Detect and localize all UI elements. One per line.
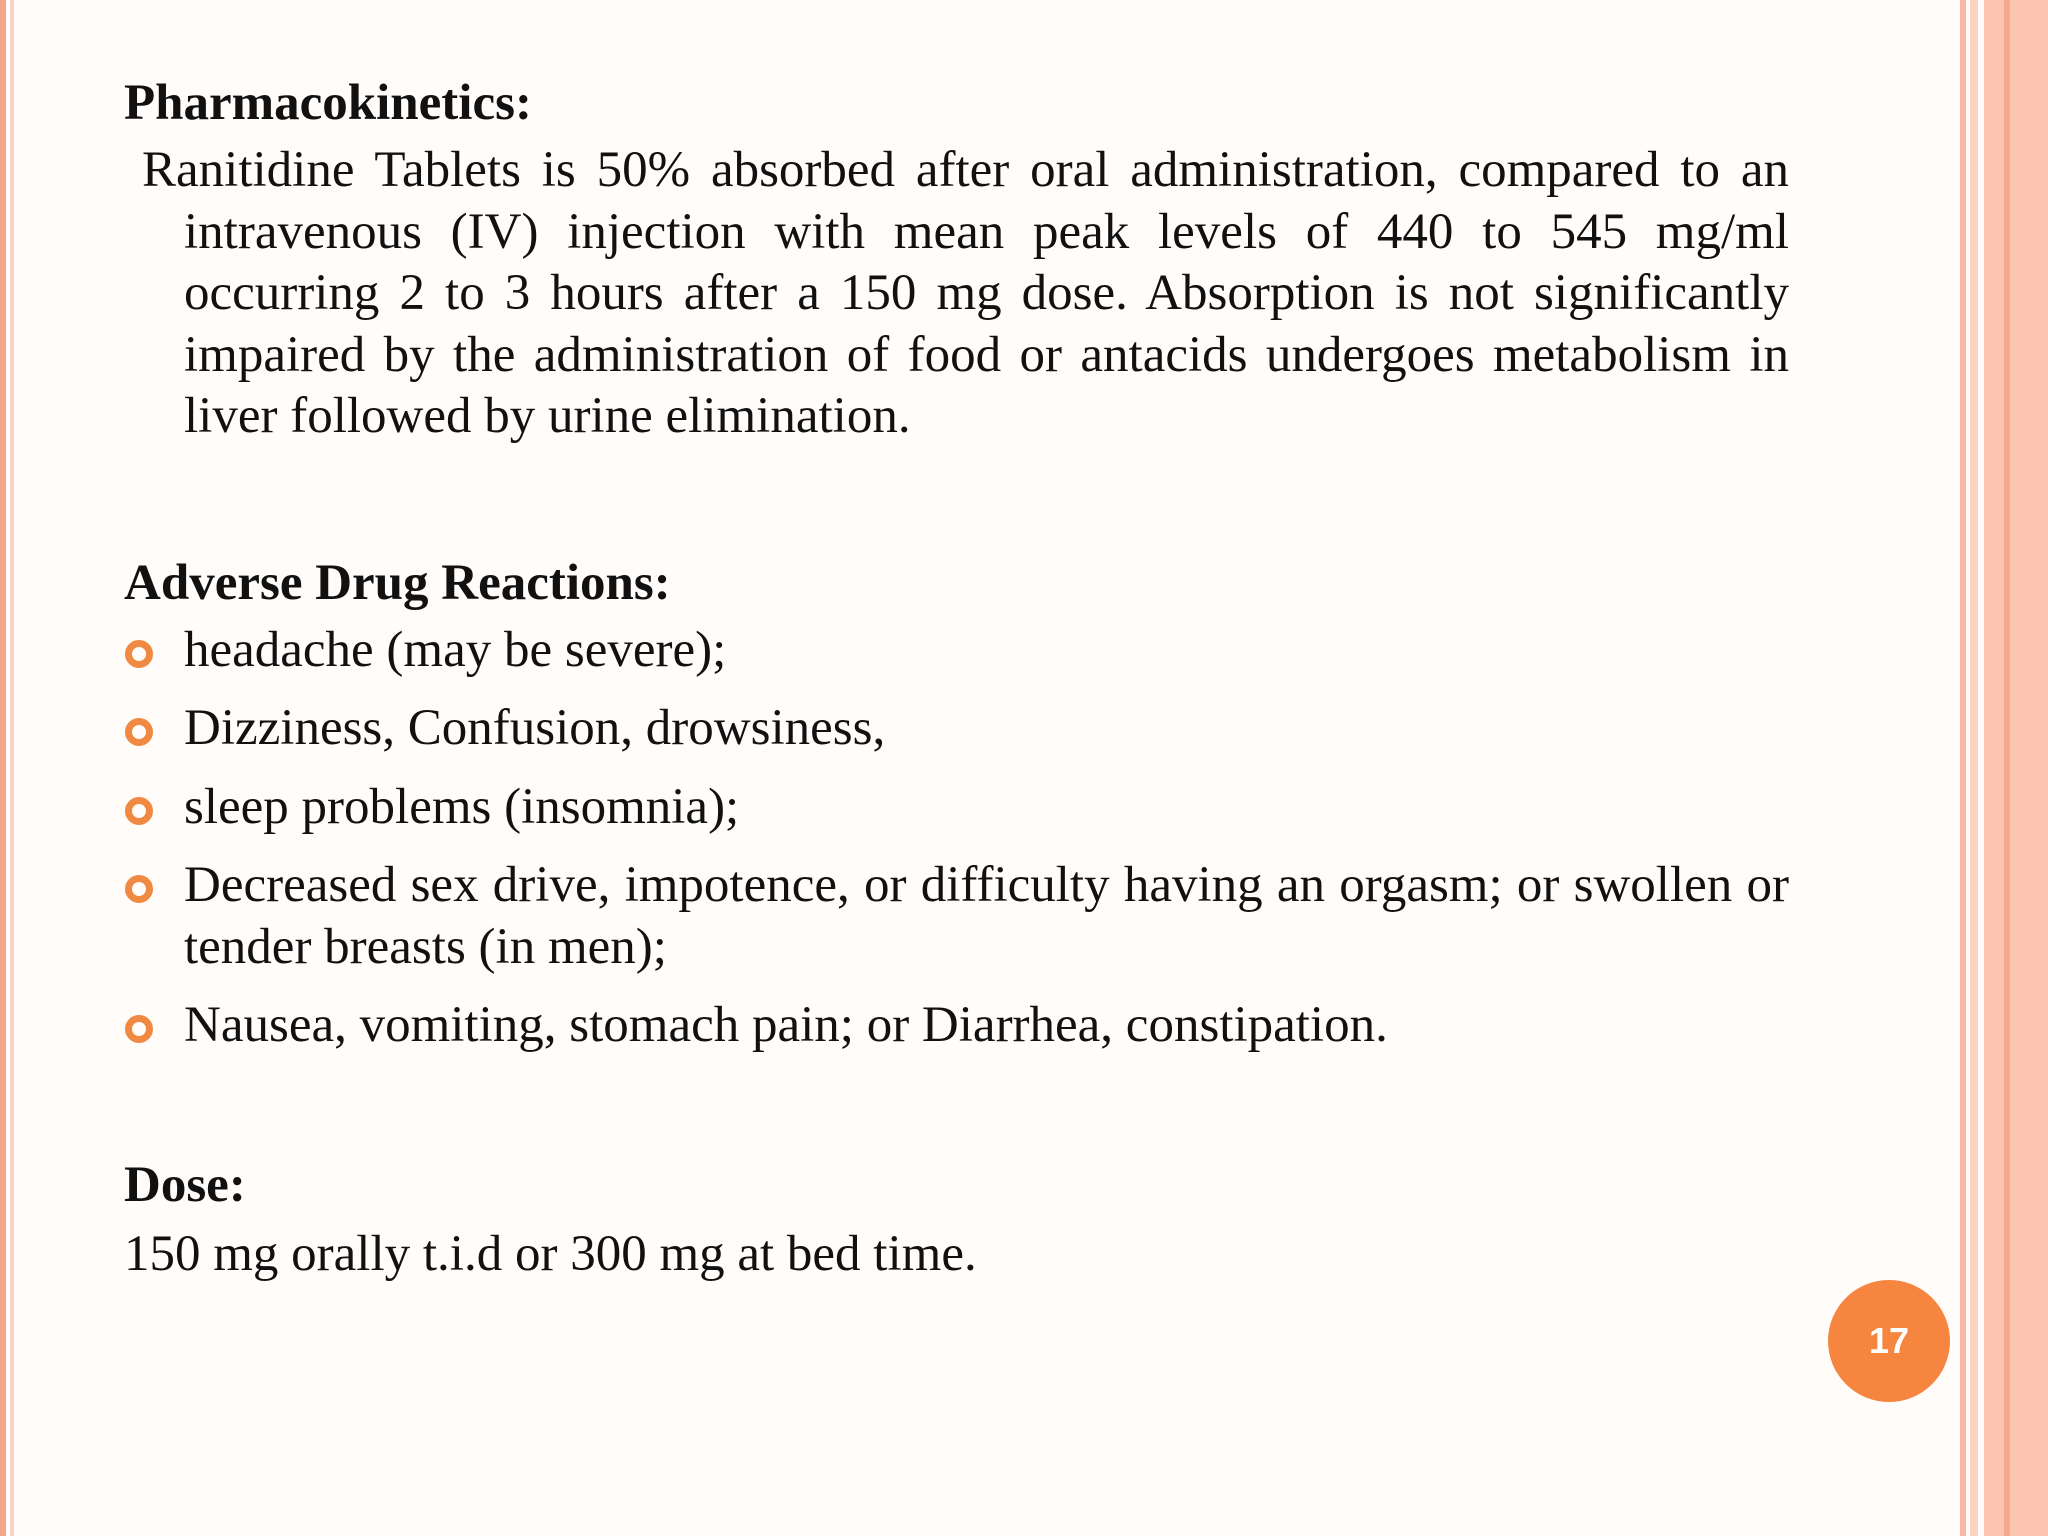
list-item xyxy=(124,777,1789,839)
list-item-text: Dizziness, Confusion, drowsiness, xyxy=(184,700,886,756)
list-item xyxy=(124,855,1789,978)
pharmacokinetics-heading: Pharmacokinetics: xyxy=(124,75,532,131)
page-number-badge: 17 xyxy=(1828,1280,1950,1402)
dose-heading: Dose: xyxy=(124,1156,246,1213)
left-border-stripe-inner xyxy=(10,0,14,1536)
dose-text: 150 mg orally t.i.d or 300 mg at bed time. xyxy=(124,1225,977,1282)
right-border-band-line xyxy=(2004,0,2010,1536)
list-item-text: Decreased sex drive, impotence, or difficulty having an orgasm; or swollen or tender breasts (in men); xyxy=(184,857,1789,975)
right-border-stripe-2 xyxy=(1970,0,1978,1536)
bullet-circle-icon xyxy=(125,875,153,903)
pharmacokinetics-text: Ranitidine Tablets is 50% absorbed after oral administration, compared to an intravenous (IV) injection with mean peak levels of 440 to 545 mg/ml occurring 2 to 3 hours after a 150 mg dose. Absorption is not significantly impaired by the administration of food or antacids undergoes metabolism in liver followed by urine elimination. xyxy=(142,142,1789,444)
bullet-circle-icon xyxy=(125,1015,153,1043)
list-item xyxy=(124,698,1789,760)
bullet-circle-icon xyxy=(125,640,153,668)
slide-content xyxy=(124,72,1789,1285)
adverse-reactions-list xyxy=(124,620,1789,1057)
bullet-circle-icon xyxy=(125,797,153,825)
list-item xyxy=(124,995,1789,1057)
bullet-circle-icon xyxy=(125,718,153,746)
list-item-text: sleep problems (insomnia); xyxy=(184,778,740,835)
adverse-reactions-heading: Adverse Drug Reactions: xyxy=(124,554,671,611)
right-border-stripe xyxy=(1960,0,1966,1536)
right-border-band xyxy=(1984,0,2048,1536)
list-item xyxy=(124,620,1789,682)
list-item-text: Nausea, vomiting, stomach pain; or Diarrhea, constipation. xyxy=(184,997,1388,1053)
list-item-text: headache (may be severe); xyxy=(184,621,727,678)
left-border-stripe xyxy=(0,0,6,1536)
